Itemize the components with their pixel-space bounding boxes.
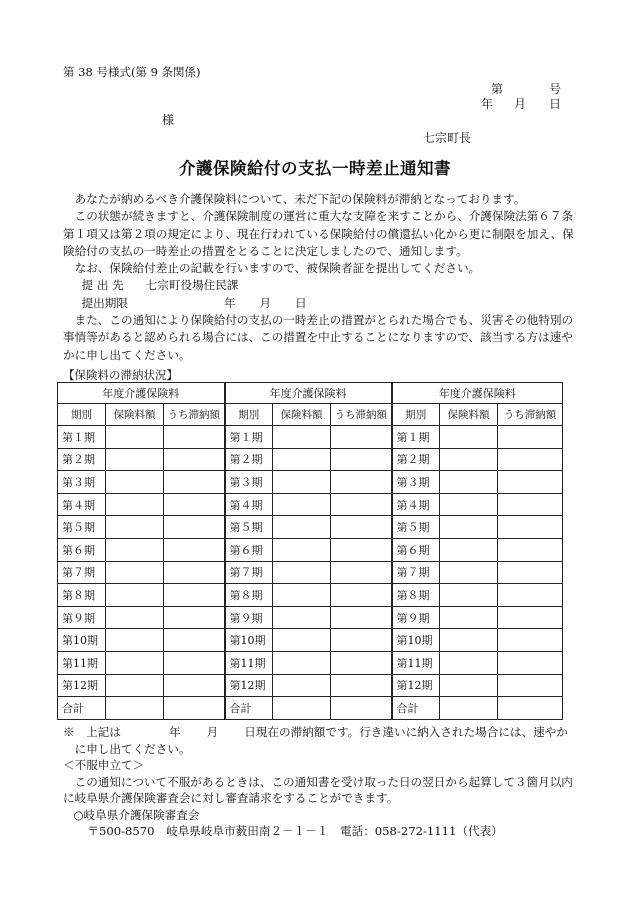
arrears-cell	[498, 606, 563, 629]
period-cell: 第６期	[392, 538, 440, 561]
premium-cell	[106, 426, 164, 449]
table-row	[58, 426, 563, 449]
table-row	[58, 629, 563, 652]
arrears-total-cell	[498, 697, 563, 720]
period-cell: 第12期	[58, 674, 106, 697]
arrears-cell	[331, 584, 392, 607]
date-day: 日	[549, 97, 562, 111]
deadline-line	[63, 295, 575, 312]
arrears-total-cell	[331, 697, 392, 720]
premium-cell	[273, 426, 331, 449]
fiscal-year-header: 年度介護保険料	[58, 383, 225, 404]
arrears-cell	[331, 516, 392, 539]
arrears-cell	[164, 584, 225, 607]
premium-cell	[440, 493, 498, 516]
premium-cell	[440, 674, 498, 697]
premium-cell	[273, 584, 331, 607]
period-cell: 第３期	[58, 471, 106, 494]
premium-cell	[440, 448, 498, 471]
arrears-cell	[164, 629, 225, 652]
arrears-header: うち滞納額	[331, 404, 392, 426]
premium-cell	[106, 538, 164, 561]
period-cell: 第９期	[58, 606, 106, 629]
premium-cell	[273, 493, 331, 516]
premium-header: 保険料額	[440, 404, 498, 426]
arrears-cell	[498, 471, 563, 494]
period-cell: 第12期	[392, 674, 440, 697]
premium-total-cell	[273, 697, 331, 720]
arrears-cell	[498, 426, 563, 449]
premium-total-cell	[440, 697, 498, 720]
total-cell: 合計	[225, 697, 273, 720]
premium-cell	[106, 561, 164, 584]
table-row	[58, 651, 563, 674]
period-cell: 第１期	[225, 426, 273, 449]
arrears-cell	[498, 629, 563, 652]
arrears-cell	[498, 493, 563, 516]
table-row	[58, 516, 563, 539]
period-cell: 第８期	[225, 584, 273, 607]
notes	[63, 724, 575, 840]
submit-to-value: 七宗町役場住民課	[145, 278, 239, 293]
arrears-cell	[164, 538, 225, 561]
period-cell: 第２期	[58, 448, 106, 471]
period-header: 期別	[392, 404, 440, 426]
premium-cell	[440, 629, 498, 652]
premium-cell	[106, 651, 164, 674]
premium-cell	[440, 471, 498, 494]
date-month: 月	[514, 97, 527, 111]
arrears-header: うち滞納額	[498, 404, 563, 426]
premium-cell	[440, 516, 498, 539]
premium-cell	[273, 629, 331, 652]
period-cell: 第10期	[58, 629, 106, 652]
period-cell: 第４期	[225, 493, 273, 516]
table-header-row	[58, 383, 563, 404]
deadline-label: 提出期限	[81, 295, 128, 310]
period-cell: 第７期	[58, 561, 106, 584]
table-row	[58, 448, 563, 471]
arrears-cell	[164, 516, 225, 539]
arrears-cell	[498, 538, 563, 561]
period-cell: 第３期	[225, 471, 273, 494]
total-cell: 合計	[392, 697, 440, 720]
premium-total-cell	[106, 697, 164, 720]
period-cell: 第４期	[58, 493, 106, 516]
period-cell: 第11期	[225, 651, 273, 674]
premium-cell	[106, 493, 164, 516]
table-row	[58, 493, 563, 516]
arrears-cell	[164, 426, 225, 449]
period-cell: 第５期	[58, 516, 106, 539]
paragraph-3: なお、保険給付差止の記載を行いますので、被保険者証を提出してください。	[74, 261, 481, 276]
arrears-cell	[498, 561, 563, 584]
premium-cell	[106, 629, 164, 652]
arrears-cell	[331, 561, 392, 584]
table-row	[58, 561, 563, 584]
arrears-total-cell	[164, 697, 225, 720]
arrears-cell	[331, 448, 392, 471]
period-cell: 第１期	[58, 426, 106, 449]
premium-cell	[273, 538, 331, 561]
arrears-cell	[498, 584, 563, 607]
paragraph-4: また、この通知により保険給付の支払の一時差止の措置がとられた場合でも、災害その他特別の事情等があると認められる場合には、この措置を中止することになりますので、該当する方は速やかに申し出てください。	[63, 313, 574, 362]
period-cell: 第12期	[225, 674, 273, 697]
period-cell: 第８期	[392, 584, 440, 607]
period-header: 期別	[58, 404, 106, 426]
arrears-cell	[331, 674, 392, 697]
table-row	[58, 471, 563, 494]
premium-cell	[273, 651, 331, 674]
note-prefix: ※ 上記は	[63, 725, 121, 739]
arrears-cell	[331, 538, 392, 561]
arrears-cell	[164, 561, 225, 584]
form-number: 第 38 号様式(第 9 条関係)	[63, 65, 201, 79]
date-year: 年	[481, 97, 494, 111]
document-title: 介護保険給付の支払一時差止通知書	[179, 159, 451, 178]
number-suffix: 号	[549, 82, 562, 96]
period-cell: 第11期	[392, 651, 440, 674]
addressee-suffix: 様	[162, 113, 175, 127]
premium-cell	[273, 674, 331, 697]
total-cell: 合計	[58, 697, 106, 720]
premium-cell	[440, 561, 498, 584]
period-cell: 第１期	[392, 426, 440, 449]
period-cell: 第９期	[392, 606, 440, 629]
appeal-text: この通知について不服があるときは、この通知書を受け取った日の翌日から起算して３箇月以内に岐阜県介護保険審査会に対し審査請求をすることができます。	[63, 774, 573, 805]
premium-cell	[106, 674, 164, 697]
arrears-cell	[498, 674, 563, 697]
period-cell: 第11期	[58, 651, 106, 674]
arrears-cell	[164, 493, 225, 516]
deadline-month: 月	[259, 295, 272, 310]
appeal-heading: ＜不服申立て＞	[63, 758, 145, 772]
premium-cell	[273, 471, 331, 494]
arrears-cell	[331, 606, 392, 629]
submit-to-label: 提 出 先	[81, 278, 124, 293]
table-row	[58, 606, 563, 629]
premium-cell	[440, 538, 498, 561]
premium-cell	[440, 426, 498, 449]
board-name: ○岐阜県介護保険審査会	[73, 807, 200, 822]
arrears-cell	[164, 606, 225, 629]
premium-cell	[273, 516, 331, 539]
table-row	[58, 538, 563, 561]
arrears-cell	[164, 651, 225, 674]
premium-header: 保険料額	[273, 404, 331, 426]
premium-cell	[106, 471, 164, 494]
paragraph-2: この状態が続きますと、介護保険制度の運営に重大な支障を来すことから、介護保険法第６７条第１項又は第２項の規定により、現在行われている保険給付の償還払い化から更に制限を加え、保険給付の支払の一時差止の措置をとることに決定しましたので、通知します。	[63, 209, 574, 258]
arrears-cell	[331, 426, 392, 449]
notice-body	[63, 191, 575, 364]
period-cell: 第８期	[58, 584, 106, 607]
submit-to-line	[63, 277, 575, 294]
premium-cell	[440, 606, 498, 629]
period-cell: 第６期	[58, 538, 106, 561]
arrears-cell	[164, 471, 225, 494]
note-year: 年	[168, 725, 181, 739]
period-header: 期別	[225, 404, 273, 426]
arrears-cell	[498, 516, 563, 539]
period-cell: 第５期	[225, 516, 273, 539]
arrears-table	[57, 382, 563, 720]
arrears-header: うち滞納額	[164, 404, 225, 426]
period-cell: 第４期	[392, 493, 440, 516]
period-cell: 第10期	[225, 629, 273, 652]
premium-cell	[106, 516, 164, 539]
arrears-cell	[331, 471, 392, 494]
note-suffix: 日現在の滞納額です。行き違いに納入された場合には、速やかに申し出てください。	[74, 725, 568, 756]
issuer: 七宗町長	[423, 131, 472, 145]
period-cell: 第５期	[392, 516, 440, 539]
premium-cell	[273, 606, 331, 629]
arrears-cell	[331, 651, 392, 674]
premium-cell	[106, 606, 164, 629]
arrears-cell	[498, 448, 563, 471]
period-cell: 第３期	[392, 471, 440, 494]
period-cell: 第９期	[225, 606, 273, 629]
deadline-day: 日	[295, 295, 307, 310]
table-subheader-row	[58, 404, 563, 426]
period-cell: 第６期	[225, 538, 273, 561]
deadline-year: 年	[223, 295, 236, 310]
period-cell: 第７期	[392, 561, 440, 584]
period-cell: 第10期	[392, 629, 440, 652]
arrears-cell	[164, 674, 225, 697]
document-date	[481, 95, 561, 112]
premium-cell	[440, 584, 498, 607]
total-row	[58, 697, 563, 720]
number-label: 第	[491, 82, 504, 96]
arrears-cell	[164, 448, 225, 471]
table-row	[58, 674, 563, 697]
premium-cell	[106, 584, 164, 607]
arrears-cell	[331, 493, 392, 516]
period-cell: 第７期	[225, 561, 273, 584]
premium-cell	[106, 448, 164, 471]
premium-cell	[273, 448, 331, 471]
paragraph-1: あなたが納めるべき介護保険料について、未だ下記の保険料が滞納となっております。	[74, 192, 526, 206]
fiscal-year-header: 年度介護保険料	[392, 383, 563, 404]
table-row	[58, 584, 563, 607]
period-cell: 第２期	[225, 448, 273, 471]
premium-cell	[440, 651, 498, 674]
table-label: 【保険料の滞納状況】	[63, 368, 178, 382]
arrears-cell	[331, 629, 392, 652]
board-address: 〒500-8570 岐阜県岐阜市薮田南２－１－１ 電話：058-272-1111（代表）	[87, 824, 503, 838]
premium-header: 保険料額	[106, 404, 164, 426]
arrears-cell	[498, 651, 563, 674]
arrears-note	[63, 724, 575, 757]
premium-cell	[273, 561, 331, 584]
fiscal-year-header: 年度介護保険料	[225, 383, 392, 404]
note-month: 月	[206, 725, 219, 739]
period-cell: 第２期	[392, 448, 440, 471]
